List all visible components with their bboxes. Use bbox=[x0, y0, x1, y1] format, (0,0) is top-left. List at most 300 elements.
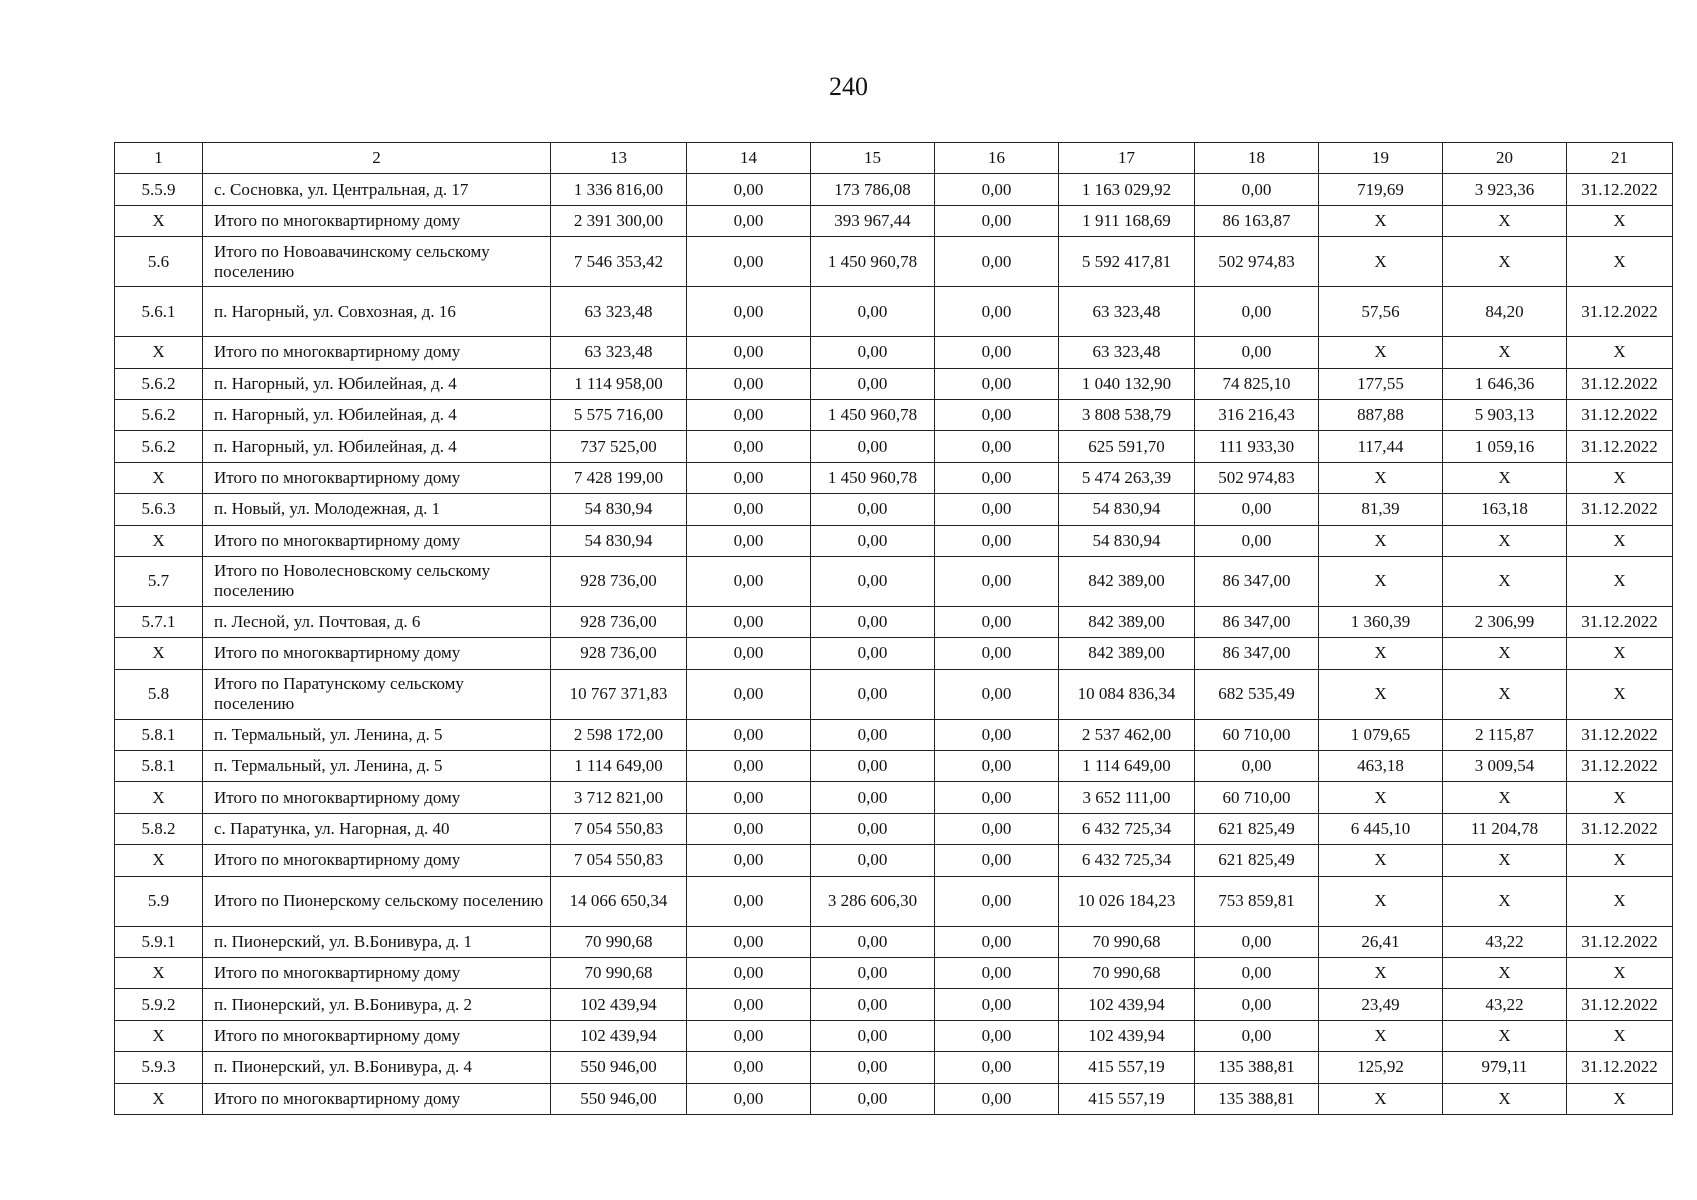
table-cell-col-21: 31.12.2022 bbox=[1567, 719, 1673, 750]
table-cell-col-13: 7 054 550,83 bbox=[551, 845, 687, 876]
table-cell-col-15: 0,00 bbox=[811, 494, 935, 525]
table-cell-col-16: 0,00 bbox=[935, 525, 1059, 556]
table-cell-col-17: 5 474 263,39 bbox=[1059, 462, 1195, 493]
table-cell-col-21: Х bbox=[1567, 845, 1673, 876]
table-cell-col-19: 177,55 bbox=[1319, 368, 1443, 399]
table-cell-col-16: 0,00 bbox=[935, 606, 1059, 637]
table-cell-col-21: 31.12.2022 bbox=[1567, 368, 1673, 399]
data-table bbox=[114, 142, 1673, 1115]
table-cell-col-15: 0,00 bbox=[811, 606, 935, 637]
table-cell-col-15: 0,00 bbox=[811, 1052, 935, 1083]
table-cell-col-16: 0,00 bbox=[935, 813, 1059, 844]
table-cell-col-17: 63 323,48 bbox=[1059, 287, 1195, 337]
table-cell-col-13: 102 439,94 bbox=[551, 1020, 687, 1051]
table-cell-col-17: 842 389,00 bbox=[1059, 556, 1195, 606]
table-cell-col-17: 625 591,70 bbox=[1059, 431, 1195, 462]
table-cell-col-13: 70 990,68 bbox=[551, 958, 687, 989]
table-cell-col-21: Х bbox=[1567, 205, 1673, 236]
table-cell-col-16: 0,00 bbox=[935, 237, 1059, 287]
table-cell-col-2: Итого по многоквартирному дому bbox=[203, 1083, 551, 1114]
table-row bbox=[115, 1083, 1673, 1114]
table-cell-col-21: 31.12.2022 bbox=[1567, 399, 1673, 430]
table-cell-col-17: 6 432 725,34 bbox=[1059, 813, 1195, 844]
table-cell-col-13: 1 336 816,00 bbox=[551, 174, 687, 205]
table-cell-col-20: Х bbox=[1443, 638, 1567, 669]
table-row bbox=[115, 669, 1673, 719]
table-cell-col-21: Х bbox=[1567, 556, 1673, 606]
table-cell-col-13: 70 990,68 bbox=[551, 926, 687, 957]
table-cell-col-15: 1 450 960,78 bbox=[811, 462, 935, 493]
table-cell-col-17: 1 040 132,90 bbox=[1059, 368, 1195, 399]
table-cell-col-19: 1 360,39 bbox=[1319, 606, 1443, 637]
table-cell-col-2: Итого по многоквартирному дому bbox=[203, 845, 551, 876]
table-cell-col-2: Итого по Паратунскому сельскому поселению bbox=[203, 669, 551, 719]
table-cell-col-19: Х bbox=[1319, 958, 1443, 989]
table-cell-col-16: 0,00 bbox=[935, 876, 1059, 926]
table-cell-col-20: 979,11 bbox=[1443, 1052, 1567, 1083]
table-cell-col-20: 84,20 bbox=[1443, 287, 1567, 337]
table-cell-col-14: 0,00 bbox=[687, 751, 811, 782]
table-cell-col-20: 163,18 bbox=[1443, 494, 1567, 525]
table-cell-col-14: 0,00 bbox=[687, 782, 811, 813]
table-cell-col-20: Х bbox=[1443, 237, 1567, 287]
table-cell-col-21: 31.12.2022 bbox=[1567, 287, 1673, 337]
table-cell-col-1: 5.6.1 bbox=[115, 287, 203, 337]
table-cell-col-20: Х bbox=[1443, 669, 1567, 719]
table-cell-col-2: п. Нагорный, ул. Юбилейная, д. 4 bbox=[203, 431, 551, 462]
table-cell-col-14: 0,00 bbox=[687, 606, 811, 637]
table-cell-col-13: 54 830,94 bbox=[551, 494, 687, 525]
table-cell-col-13: 928 736,00 bbox=[551, 638, 687, 669]
table-cell-col-16: 0,00 bbox=[935, 1083, 1059, 1114]
table-cell-col-19: 117,44 bbox=[1319, 431, 1443, 462]
table-cell-col-15: 0,00 bbox=[811, 813, 935, 844]
table-cell-col-17: 54 830,94 bbox=[1059, 525, 1195, 556]
table-cell-col-18: 621 825,49 bbox=[1195, 813, 1319, 844]
table-cell-col-21: Х bbox=[1567, 462, 1673, 493]
table-cell-col-19: 463,18 bbox=[1319, 751, 1443, 782]
table-row bbox=[115, 638, 1673, 669]
header-cell-col-19: 19 bbox=[1319, 143, 1443, 174]
table-cell-col-2: Итого по многоквартирному дому bbox=[203, 462, 551, 493]
table-cell-col-18: 682 535,49 bbox=[1195, 669, 1319, 719]
table-body bbox=[115, 143, 1673, 1115]
table-cell-col-21: 31.12.2022 bbox=[1567, 989, 1673, 1020]
table-cell-col-18: 0,00 bbox=[1195, 287, 1319, 337]
table-cell-col-21: Х bbox=[1567, 782, 1673, 813]
header-cell-col-16: 16 bbox=[935, 143, 1059, 174]
table-cell-col-1: 5.9.3 bbox=[115, 1052, 203, 1083]
table-cell-col-13: 1 114 958,00 bbox=[551, 368, 687, 399]
table-cell-col-13: 928 736,00 bbox=[551, 606, 687, 637]
table-cell-col-1: Х bbox=[115, 1020, 203, 1051]
table-row bbox=[115, 845, 1673, 876]
table-cell-col-1: 5.5.9 bbox=[115, 174, 203, 205]
table-cell-col-2: Итого по многоквартирному дому bbox=[203, 638, 551, 669]
table-cell-col-18: 0,00 bbox=[1195, 494, 1319, 525]
table-cell-col-14: 0,00 bbox=[687, 1020, 811, 1051]
table-cell-col-14: 0,00 bbox=[687, 719, 811, 750]
table-cell-col-20: Х bbox=[1443, 845, 1567, 876]
table-cell-col-16: 0,00 bbox=[935, 205, 1059, 236]
table-cell-col-15: 0,00 bbox=[811, 431, 935, 462]
table-cell-col-15: 0,00 bbox=[811, 845, 935, 876]
table-cell-col-18: 86 347,00 bbox=[1195, 638, 1319, 669]
table-cell-col-1: Х bbox=[115, 638, 203, 669]
table-cell-col-18: 0,00 bbox=[1195, 958, 1319, 989]
table-cell-col-17: 54 830,94 bbox=[1059, 494, 1195, 525]
table-row bbox=[115, 337, 1673, 368]
table-cell-col-14: 0,00 bbox=[687, 287, 811, 337]
table-cell-col-2: п. Нагорный, ул. Совхозная, д. 16 bbox=[203, 287, 551, 337]
table-cell-col-19: Х bbox=[1319, 1083, 1443, 1114]
table-cell-col-2: п. Пионерский, ул. В.Бонивура, д. 4 bbox=[203, 1052, 551, 1083]
table-cell-col-15: 173 786,08 bbox=[811, 174, 935, 205]
table-cell-col-17: 5 592 417,81 bbox=[1059, 237, 1195, 287]
table-cell-col-21: 31.12.2022 bbox=[1567, 431, 1673, 462]
table-cell-col-2: п. Нагорный, ул. Юбилейная, д. 4 bbox=[203, 368, 551, 399]
table-cell-col-16: 0,00 bbox=[935, 719, 1059, 750]
table-cell-col-18: 74 825,10 bbox=[1195, 368, 1319, 399]
table-row bbox=[115, 813, 1673, 844]
table-cell-col-1: Х bbox=[115, 337, 203, 368]
table-cell-col-18: 316 216,43 bbox=[1195, 399, 1319, 430]
table-row bbox=[115, 719, 1673, 750]
table-cell-col-15: 393 967,44 bbox=[811, 205, 935, 236]
table-row bbox=[115, 237, 1673, 287]
table-cell-col-20: Х bbox=[1443, 462, 1567, 493]
table-cell-col-21: Х bbox=[1567, 525, 1673, 556]
header-cell-col-21: 21 bbox=[1567, 143, 1673, 174]
table-cell-col-21: Х bbox=[1567, 669, 1673, 719]
table-cell-col-15: 0,00 bbox=[811, 782, 935, 813]
table-cell-col-16: 0,00 bbox=[935, 368, 1059, 399]
table-cell-col-2: п. Новый, ул. Молодежная, д. 1 bbox=[203, 494, 551, 525]
table-cell-col-16: 0,00 bbox=[935, 337, 1059, 368]
table-cell-col-1: 5.6.2 bbox=[115, 368, 203, 399]
table-cell-col-15: 0,00 bbox=[811, 337, 935, 368]
table-cell-col-1: 5.6.3 bbox=[115, 494, 203, 525]
table-cell-col-14: 0,00 bbox=[687, 205, 811, 236]
table-cell-col-14: 0,00 bbox=[687, 337, 811, 368]
table-cell-col-16: 0,00 bbox=[935, 958, 1059, 989]
table-cell-col-14: 0,00 bbox=[687, 1083, 811, 1114]
table-cell-col-21: Х bbox=[1567, 958, 1673, 989]
table-cell-col-15: 0,00 bbox=[811, 926, 935, 957]
table-cell-col-1: 5.9 bbox=[115, 876, 203, 926]
table-cell-col-17: 102 439,94 bbox=[1059, 989, 1195, 1020]
table-cell-col-15: 0,00 bbox=[811, 287, 935, 337]
table-cell-col-14: 0,00 bbox=[687, 958, 811, 989]
table-cell-col-17: 415 557,19 bbox=[1059, 1083, 1195, 1114]
table-cell-col-1: 5.8.1 bbox=[115, 751, 203, 782]
table-cell-col-14: 0,00 bbox=[687, 462, 811, 493]
table-cell-col-20: Х bbox=[1443, 1083, 1567, 1114]
table-cell-col-18: 111 933,30 bbox=[1195, 431, 1319, 462]
table-cell-col-18: 60 710,00 bbox=[1195, 719, 1319, 750]
table-cell-col-18: 86 347,00 bbox=[1195, 556, 1319, 606]
table-row bbox=[115, 989, 1673, 1020]
table-cell-col-20: Х bbox=[1443, 337, 1567, 368]
table-cell-col-21: Х bbox=[1567, 337, 1673, 368]
table-row bbox=[115, 751, 1673, 782]
table-cell-col-2: Итого по многоквартирному дому bbox=[203, 205, 551, 236]
table-cell-col-18: 0,00 bbox=[1195, 751, 1319, 782]
table-cell-col-18: 0,00 bbox=[1195, 174, 1319, 205]
table-row bbox=[115, 174, 1673, 205]
table-cell-col-2: п. Нагорный, ул. Юбилейная, д. 4 bbox=[203, 399, 551, 430]
table-cell-col-13: 550 946,00 bbox=[551, 1052, 687, 1083]
table-cell-col-18: 86 347,00 bbox=[1195, 606, 1319, 637]
table-cell-col-2: п. Пионерский, ул. В.Бонивура, д. 2 bbox=[203, 989, 551, 1020]
table-cell-col-21: 31.12.2022 bbox=[1567, 813, 1673, 844]
table-cell-col-18: 502 974,83 bbox=[1195, 237, 1319, 287]
table-cell-col-17: 2 537 462,00 bbox=[1059, 719, 1195, 750]
table-cell-col-18: 0,00 bbox=[1195, 989, 1319, 1020]
table-cell-col-15: 1 450 960,78 bbox=[811, 399, 935, 430]
table-cell-col-21: 31.12.2022 bbox=[1567, 174, 1673, 205]
table-cell-col-20: Х bbox=[1443, 556, 1567, 606]
table-cell-col-16: 0,00 bbox=[935, 638, 1059, 669]
table-cell-col-18: 502 974,83 bbox=[1195, 462, 1319, 493]
table-cell-col-1: Х bbox=[115, 958, 203, 989]
table-cell-col-15: 0,00 bbox=[811, 368, 935, 399]
table-cell-col-20: Х bbox=[1443, 1020, 1567, 1051]
table-cell-col-20: 11 204,78 bbox=[1443, 813, 1567, 844]
header-cell-col-2: 2 bbox=[203, 143, 551, 174]
table-cell-col-17: 70 990,68 bbox=[1059, 926, 1195, 957]
table-cell-col-1: 5.9.2 bbox=[115, 989, 203, 1020]
table-cell-col-16: 0,00 bbox=[935, 782, 1059, 813]
header-cell-col-17: 17 bbox=[1059, 143, 1195, 174]
table-cell-col-18: 0,00 bbox=[1195, 926, 1319, 957]
table-cell-col-1: 5.7.1 bbox=[115, 606, 203, 637]
table-cell-col-14: 0,00 bbox=[687, 1052, 811, 1083]
table-row bbox=[115, 1052, 1673, 1083]
table-cell-col-14: 0,00 bbox=[687, 431, 811, 462]
table-cell-col-18: 0,00 bbox=[1195, 1020, 1319, 1051]
table-cell-col-17: 10 026 184,23 bbox=[1059, 876, 1195, 926]
table-cell-col-20: 5 903,13 bbox=[1443, 399, 1567, 430]
table-cell-col-20: Х bbox=[1443, 782, 1567, 813]
table-row bbox=[115, 876, 1673, 926]
table-cell-col-21: 31.12.2022 bbox=[1567, 1052, 1673, 1083]
table-cell-col-14: 0,00 bbox=[687, 237, 811, 287]
header-cell-col-1: 1 bbox=[115, 143, 203, 174]
table-cell-col-20: 2 306,99 bbox=[1443, 606, 1567, 637]
table-cell-col-17: 1 911 168,69 bbox=[1059, 205, 1195, 236]
table-cell-col-13: 7 428 199,00 bbox=[551, 462, 687, 493]
table-cell-col-19: 26,41 bbox=[1319, 926, 1443, 957]
table-cell-col-1: Х bbox=[115, 462, 203, 493]
table-cell-col-13: 550 946,00 bbox=[551, 1083, 687, 1114]
table-cell-col-15: 0,00 bbox=[811, 1083, 935, 1114]
table-cell-col-13: 10 767 371,83 bbox=[551, 669, 687, 719]
table-cell-col-17: 1 114 649,00 bbox=[1059, 751, 1195, 782]
table-row bbox=[115, 958, 1673, 989]
table-cell-col-15: 0,00 bbox=[811, 525, 935, 556]
table-cell-col-15: 3 286 606,30 bbox=[811, 876, 935, 926]
table-cell-col-19: 57,56 bbox=[1319, 287, 1443, 337]
table-cell-col-13: 3 712 821,00 bbox=[551, 782, 687, 813]
table-cell-col-17: 842 389,00 bbox=[1059, 606, 1195, 637]
table-cell-col-2: Итого по Новоавачинскому сельскому поселению bbox=[203, 237, 551, 287]
table-cell-col-20: Х bbox=[1443, 525, 1567, 556]
table-cell-col-14: 0,00 bbox=[687, 813, 811, 844]
table-cell-col-16: 0,00 bbox=[935, 556, 1059, 606]
table-cell-col-2: п. Пионерский, ул. В.Бонивура, д. 1 bbox=[203, 926, 551, 957]
header-cell-col-13: 13 bbox=[551, 143, 687, 174]
table-row bbox=[115, 205, 1673, 236]
table-cell-col-19: Х bbox=[1319, 876, 1443, 926]
table-cell-col-14: 0,00 bbox=[687, 525, 811, 556]
table-cell-col-19: Х bbox=[1319, 337, 1443, 368]
table-row bbox=[115, 556, 1673, 606]
table-cell-col-1: Х bbox=[115, 845, 203, 876]
table-cell-col-15: 0,00 bbox=[811, 751, 935, 782]
table-cell-col-14: 0,00 bbox=[687, 845, 811, 876]
table-cell-col-14: 0,00 bbox=[687, 669, 811, 719]
table-cell-col-16: 0,00 bbox=[935, 494, 1059, 525]
table-cell-col-19: Х bbox=[1319, 638, 1443, 669]
table-cell-col-13: 2 598 172,00 bbox=[551, 719, 687, 750]
table-cell-col-19: 125,92 bbox=[1319, 1052, 1443, 1083]
header-cell-col-14: 14 bbox=[687, 143, 811, 174]
table-cell-col-19: Х bbox=[1319, 237, 1443, 287]
table-cell-col-18: 86 163,87 bbox=[1195, 205, 1319, 236]
table-cell-col-17: 102 439,94 bbox=[1059, 1020, 1195, 1051]
table-cell-col-1: 5.9.1 bbox=[115, 926, 203, 957]
table-cell-col-18: 753 859,81 bbox=[1195, 876, 1319, 926]
table-cell-col-2: п. Термальный, ул. Ленина, д. 5 bbox=[203, 719, 551, 750]
table-cell-col-19: 81,39 bbox=[1319, 494, 1443, 525]
table-cell-col-20: 3 009,54 bbox=[1443, 751, 1567, 782]
table-cell-col-13: 102 439,94 bbox=[551, 989, 687, 1020]
table-cell-col-14: 0,00 bbox=[687, 399, 811, 430]
table-cell-col-21: Х bbox=[1567, 237, 1673, 287]
table-cell-col-14: 0,00 bbox=[687, 638, 811, 669]
table-cell-col-16: 0,00 bbox=[935, 845, 1059, 876]
table-cell-col-21: Х bbox=[1567, 638, 1673, 669]
table-cell-col-19: Х bbox=[1319, 556, 1443, 606]
table-row bbox=[115, 1020, 1673, 1051]
table-cell-col-19: 1 079,65 bbox=[1319, 719, 1443, 750]
table-cell-col-13: 14 066 650,34 bbox=[551, 876, 687, 926]
table-cell-col-17: 3 808 538,79 bbox=[1059, 399, 1195, 430]
table-cell-col-2: Итого по Пионерскому сельскому поселению bbox=[203, 876, 551, 926]
table-cell-col-14: 0,00 bbox=[687, 494, 811, 525]
table-row bbox=[115, 431, 1673, 462]
table-cell-col-2: Итого по Новолесновскому сельскому поселению bbox=[203, 556, 551, 606]
table-cell-col-19: 719,69 bbox=[1319, 174, 1443, 205]
page-number: 240 bbox=[829, 72, 868, 101]
table-cell-col-1: Х bbox=[115, 525, 203, 556]
table-cell-col-1: 5.7 bbox=[115, 556, 203, 606]
table-cell-col-18: 60 710,00 bbox=[1195, 782, 1319, 813]
table-cell-col-14: 0,00 bbox=[687, 174, 811, 205]
table-cell-col-19: Х bbox=[1319, 525, 1443, 556]
table-cell-col-19: Х bbox=[1319, 669, 1443, 719]
table-cell-col-1: Х bbox=[115, 1083, 203, 1114]
table-cell-col-20: 3 923,36 bbox=[1443, 174, 1567, 205]
table-row bbox=[115, 399, 1673, 430]
table-cell-col-14: 0,00 bbox=[687, 876, 811, 926]
table-cell-col-2: п. Лесной, ул. Почтовая, д. 6 bbox=[203, 606, 551, 637]
table-cell-col-13: 737 525,00 bbox=[551, 431, 687, 462]
table-cell-col-16: 0,00 bbox=[935, 1052, 1059, 1083]
table-cell-col-18: 0,00 bbox=[1195, 525, 1319, 556]
table-cell-col-18: 621 825,49 bbox=[1195, 845, 1319, 876]
table-row bbox=[115, 525, 1673, 556]
table-cell-col-20: Х bbox=[1443, 958, 1567, 989]
table-cell-col-16: 0,00 bbox=[935, 399, 1059, 430]
table-cell-col-17: 3 652 111,00 bbox=[1059, 782, 1195, 813]
table-cell-col-21: Х bbox=[1567, 1083, 1673, 1114]
table-cell-col-1: Х bbox=[115, 205, 203, 236]
table-cell-col-15: 1 450 960,78 bbox=[811, 237, 935, 287]
table-cell-col-13: 2 391 300,00 bbox=[551, 205, 687, 236]
table-cell-col-20: 2 115,87 bbox=[1443, 719, 1567, 750]
table-cell-col-2: Итого по многоквартирному дому bbox=[203, 525, 551, 556]
table-cell-col-14: 0,00 bbox=[687, 556, 811, 606]
table-cell-col-2: с. Паратунка, ул. Нагорная, д. 40 bbox=[203, 813, 551, 844]
table-cell-col-20: Х bbox=[1443, 205, 1567, 236]
table-cell-col-2: Итого по многоквартирному дому bbox=[203, 337, 551, 368]
table-cell-col-16: 0,00 bbox=[935, 989, 1059, 1020]
table-cell-col-15: 0,00 bbox=[811, 958, 935, 989]
table-cell-col-19: 887,88 bbox=[1319, 399, 1443, 430]
table-cell-col-17: 1 163 029,92 bbox=[1059, 174, 1195, 205]
table-cell-col-20: Х bbox=[1443, 876, 1567, 926]
table-cell-col-13: 7 546 353,42 bbox=[551, 237, 687, 287]
table-cell-col-18: 135 388,81 bbox=[1195, 1052, 1319, 1083]
table-cell-col-15: 0,00 bbox=[811, 719, 935, 750]
header-cell-col-20: 20 bbox=[1443, 143, 1567, 174]
header-row bbox=[115, 143, 1673, 174]
table-cell-col-2: с. Сосновка, ул. Центральная, д. 17 bbox=[203, 174, 551, 205]
table-cell-col-1: 5.8.2 bbox=[115, 813, 203, 844]
table-cell-col-16: 0,00 bbox=[935, 462, 1059, 493]
table-cell-col-2: Итого по многоквартирному дому bbox=[203, 1020, 551, 1051]
table-cell-col-15: 0,00 bbox=[811, 638, 935, 669]
table-cell-col-17: 415 557,19 bbox=[1059, 1052, 1195, 1083]
table-cell-col-16: 0,00 bbox=[935, 926, 1059, 957]
table-cell-col-17: 10 084 836,34 bbox=[1059, 669, 1195, 719]
table-row bbox=[115, 368, 1673, 399]
table-cell-col-19: Х bbox=[1319, 1020, 1443, 1051]
table-cell-col-21: Х bbox=[1567, 876, 1673, 926]
table-cell-col-16: 0,00 bbox=[935, 287, 1059, 337]
table-cell-col-2: Итого по многоквартирному дому bbox=[203, 958, 551, 989]
table-cell-col-15: 0,00 bbox=[811, 989, 935, 1020]
table-cell-col-15: 0,00 bbox=[811, 1020, 935, 1051]
header-cell-col-18: 18 bbox=[1195, 143, 1319, 174]
table-cell-col-20: 1 059,16 bbox=[1443, 431, 1567, 462]
header-cell-col-15: 15 bbox=[811, 143, 935, 174]
table-cell-col-16: 0,00 bbox=[935, 669, 1059, 719]
table-cell-col-2: п. Термальный, ул. Ленина, д. 5 bbox=[203, 751, 551, 782]
table-cell-col-18: 135 388,81 bbox=[1195, 1083, 1319, 1114]
table-cell-col-20: 43,22 bbox=[1443, 926, 1567, 957]
table-cell-col-13: 63 323,48 bbox=[551, 287, 687, 337]
table-cell-col-13: 7 054 550,83 bbox=[551, 813, 687, 844]
table-cell-col-20: 43,22 bbox=[1443, 989, 1567, 1020]
table-cell-col-15: 0,00 bbox=[811, 556, 935, 606]
table-cell-col-21: 31.12.2022 bbox=[1567, 606, 1673, 637]
table-cell-col-17: 63 323,48 bbox=[1059, 337, 1195, 368]
table-cell-col-20: 1 646,36 bbox=[1443, 368, 1567, 399]
table-row bbox=[115, 782, 1673, 813]
